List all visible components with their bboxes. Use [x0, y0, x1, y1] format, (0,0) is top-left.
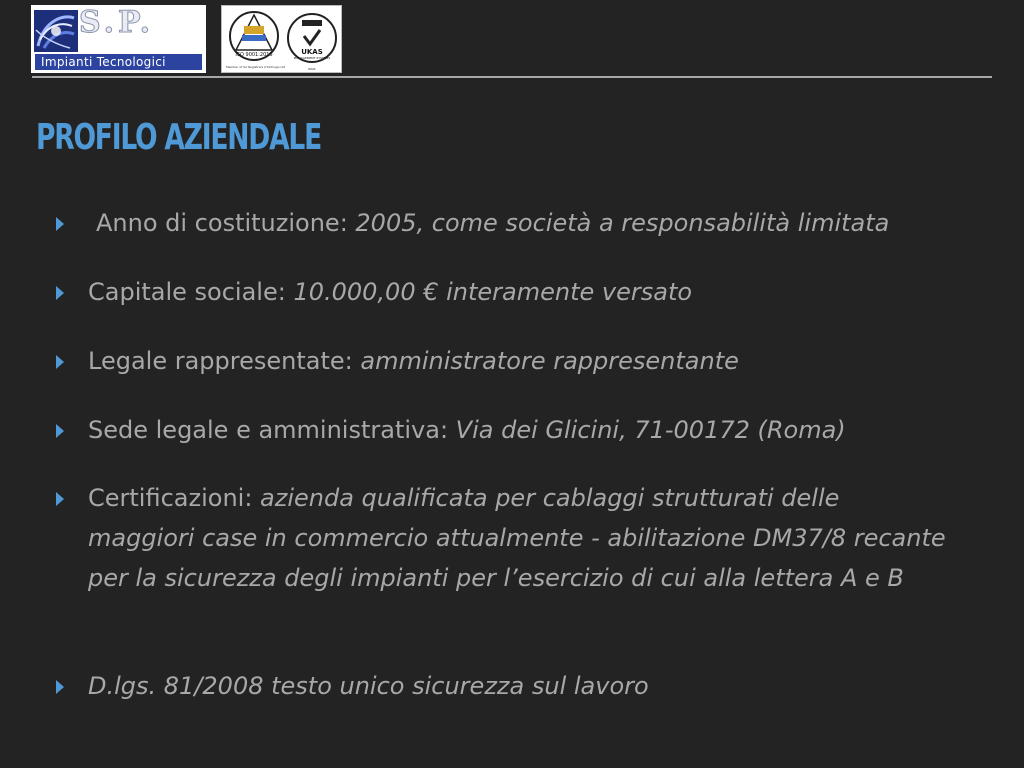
- company-letters: S.P.: [79, 5, 155, 40]
- bullet-safety-law: [88, 666, 988, 706]
- company-tagline: Impianti Tecnologici: [35, 54, 202, 70]
- bullet-label: Legale rappresentate:: [88, 347, 361, 375]
- svg-text:MANAGEMENT SYSTEMS: MANAGEMENT SYSTEMS: [293, 56, 331, 60]
- bullet-label: Capitale sociale:: [88, 278, 294, 306]
- svg-text:ISO 9001:2015: ISO 9001:2015: [235, 52, 273, 58]
- bullet-value: 10.000,00 € interamente versato: [293, 278, 693, 306]
- bullet-value: Via dei Glicini, 71-00172 (Roma): [455, 416, 846, 444]
- member-text: Member of SA Registrars (Holdings) Ltd: [226, 65, 286, 69]
- svg-text:0021: 0021: [308, 67, 316, 71]
- triangle-bullet-icon: [56, 286, 64, 300]
- bullet-label: Sede legale e amministrativa:: [88, 416, 456, 444]
- triangle-bullet-icon: [56, 492, 64, 506]
- bullet-value: D.lgs. 81/2008 testo unico sicurezza sul lavoro: [88, 672, 649, 700]
- slide-title: PROFILO AZIENDALE: [36, 117, 322, 158]
- bullet-label: Certificazioni:: [88, 484, 261, 512]
- triangle-bullet-icon: [56, 680, 64, 694]
- triangle-bullet-icon: [56, 217, 64, 231]
- bullet-headquarters: [88, 410, 988, 450]
- bullet-founding-year: [88, 203, 988, 243]
- bullet-value: azienda qualificata per cablaggi strutturati delle maggiori case in commercio attualmente - abilitazione DM37/8 recante per la sicurezza degli impianti per l’esercizio di cui alla lettera A e B: [88, 484, 946, 592]
- bullet-label: Anno di costituzione:: [96, 209, 356, 237]
- bullet-certifications: [88, 478, 948, 598]
- bullet-value: 2005, come società a responsabilità limitata: [355, 209, 890, 237]
- triangle-bullet-icon: [56, 424, 64, 438]
- triangle-bullet-icon: [56, 355, 64, 369]
- bullet-value: amministratore rappresentante: [360, 347, 739, 375]
- bullet-share-capital: [88, 272, 988, 312]
- bullet-legal-representative: [88, 341, 988, 381]
- svg-text:UKAS: UKAS: [301, 48, 323, 56]
